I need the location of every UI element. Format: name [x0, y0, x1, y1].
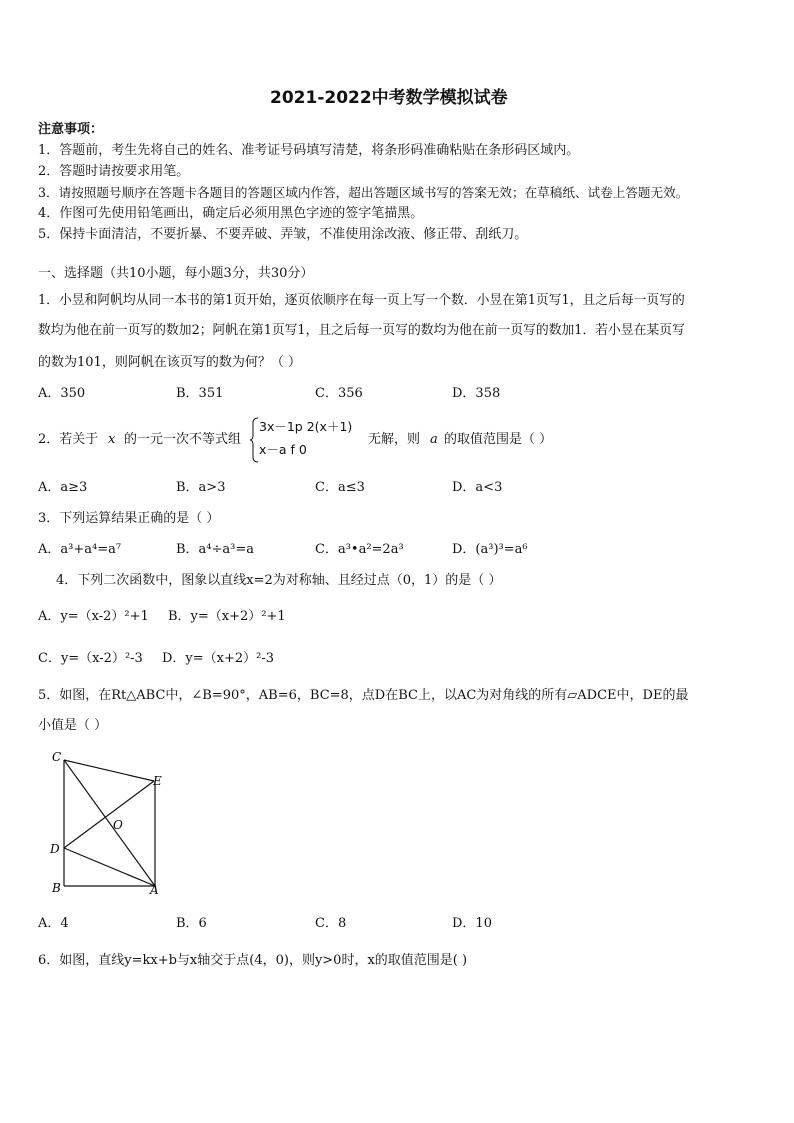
question-2-end: 的取值范围是（ ）: [444, 432, 553, 447]
q1-option-d: D．358: [452, 386, 501, 401]
q5-option-c: C．8: [315, 916, 347, 931]
question-6-stem: 6．如图，直线y=kx+b与x轴交于点(4，0)，则y>0时，x的取值范围是( ): [38, 953, 468, 968]
question-2-suffix: 无解，则: [368, 432, 421, 447]
question-4-stem: 4．下列二次函数中，图象以直线x=2为对称轴、且经过点（0，1）的是（ ）: [56, 573, 502, 588]
q3-option-d: D．(a³)³=a⁶: [452, 542, 528, 557]
q1-option-b: B．351: [176, 386, 224, 401]
q3-option-b: B．a⁴÷a³=a: [176, 542, 255, 557]
notice-item: 4．作图可先使用铅笔画出，确定后必须用黑色字迹的签字笔描黑。: [38, 206, 424, 221]
q4-option-a: A．y=（x-2）²+1: [38, 609, 149, 624]
q2-option-c: C．a≤3: [315, 480, 365, 495]
figure-label-e: E: [153, 774, 162, 788]
question-2-prefix: 2．若关于: [38, 432, 99, 447]
q2-option-a: A．a≥3: [38, 480, 88, 495]
q5-option-a: A．4: [38, 916, 69, 931]
notice-item: 3．请按照题号顺序在答题卡各题目的答题区域内作答，超出答题区域书写的答案无效；在草稿纸、试卷上答题无效。: [38, 185, 689, 200]
q4-option-c: C．y=（x-2）²-3: [38, 651, 143, 666]
q2-option-b: B．a>3: [176, 480, 226, 495]
notice-item: 5．保持卡面清洁，不要折暴、不要弄破、弄皱，不准使用涂改液、修正带、刮纸刀。: [38, 227, 528, 242]
system-line-2: x－a f 0: [259, 442, 307, 457]
geometry-figure: [44, 748, 174, 896]
question-2-var-x: x: [108, 432, 116, 447]
figure-label-d: D: [50, 842, 60, 856]
figure-label-o: O: [113, 818, 123, 832]
q3-option-a: A．a³+a⁴=a⁷: [38, 542, 122, 557]
question-5-line: 小值是（ ）: [38, 718, 108, 733]
q4-option-b: B．y=（x+2）²+1: [168, 609, 286, 624]
figure-label-b: B: [52, 881, 61, 895]
notice-item: 2．答题时请按要求用笔。: [38, 164, 190, 179]
question-3-stem: 3．下列运算结果正确的是（ ）: [38, 511, 220, 526]
question-2-middle: 的一元一次不等式组: [124, 432, 242, 447]
question-1-line: 1．小昱和阿帆均从同一本书的第1页开始，逐页依顺序在每一页上写一个数．小昱在第1页写1，且之后每一页写的: [38, 293, 685, 308]
q1-option-a: A．350: [38, 386, 86, 401]
page-title: 2021-2022中考数学模拟试卷: [270, 88, 508, 108]
question-1-line: 的数为101，则阿帆在该页写的数为何？（ ）: [38, 355, 301, 370]
question-1-line: 数均为他在前一页写的数加2；阿帆在第1页写1，且之后每一页写的数均为他在前一页写的数加1．若小昱在某页写: [38, 323, 685, 338]
q5-option-b: B．6: [176, 916, 207, 931]
question-5-line: 5．如图，在Rt△ABC中，∠B=90°，AB=6，BC=8，点D在BC上，以AC为对角线的所有▱ADCE中，DE的最: [38, 688, 689, 703]
figure-label-c: C: [52, 750, 62, 764]
system-line-1: 3x－1p 2(x＋1): [259, 419, 353, 434]
q5-option-d: D．10: [452, 916, 492, 931]
notice-item: 1．答题前，考生先将自己的姓名、准考证号码填写清楚，将条形码准确粘贴在条形码区域内。: [38, 143, 580, 158]
q3-option-c: C．a³•a²=2a³: [315, 542, 404, 557]
notice-heading: 注意事项：: [38, 122, 104, 137]
q2-option-d: D．a<3: [452, 480, 503, 495]
section-heading: 一、选择题（共10小题，每小题3分，共30分）: [38, 266, 314, 281]
figure-label-a: A: [150, 883, 159, 896]
question-2-var-a: a: [430, 432, 438, 447]
q1-option-c: C．356: [315, 386, 363, 401]
q4-option-d: D．y=（x+2）²-3: [162, 651, 275, 666]
